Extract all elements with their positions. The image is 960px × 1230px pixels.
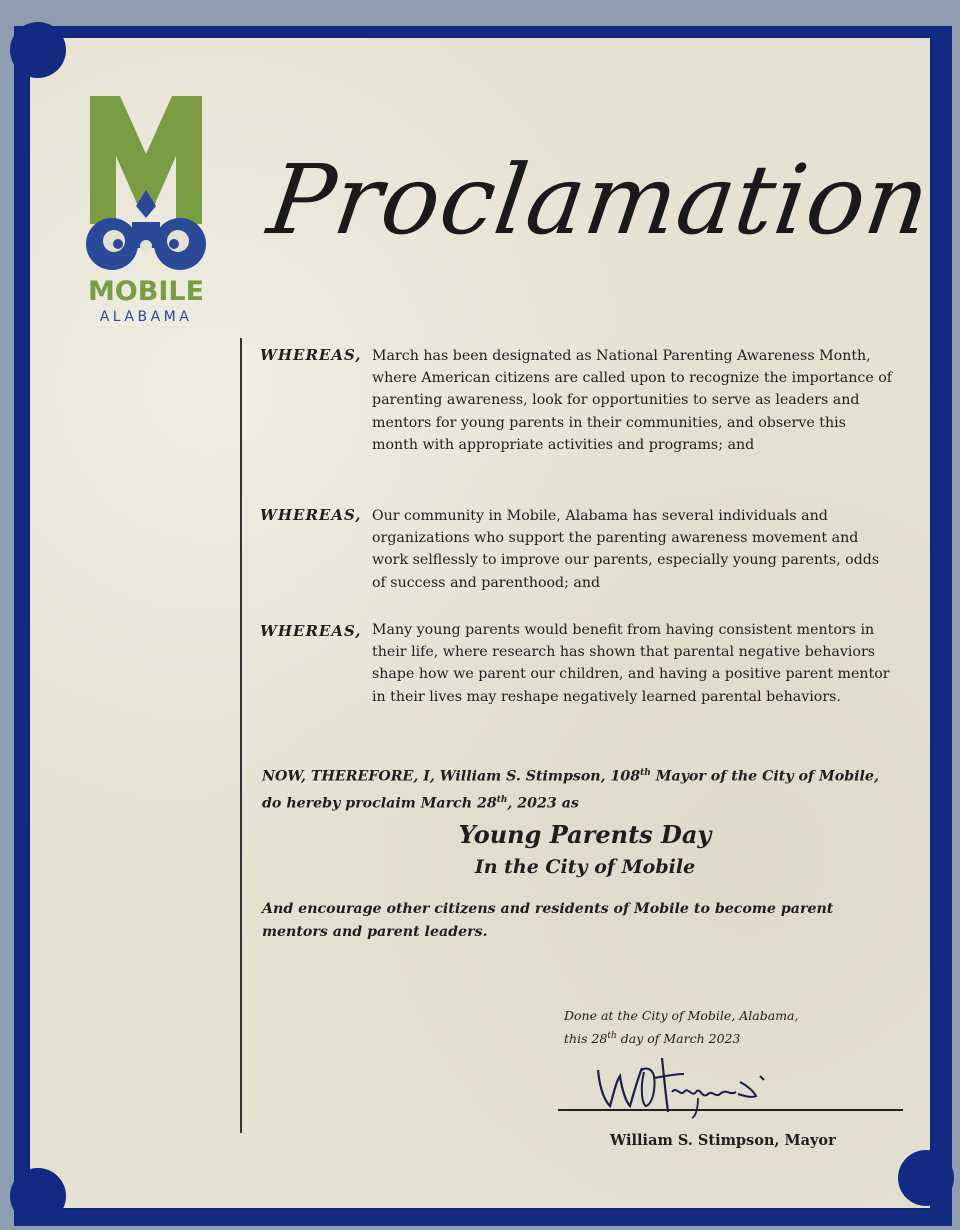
page-title: Proclamation <box>261 144 937 256</box>
proclaim-part: , 2023 as <box>507 795 579 812</box>
whereas-text: Many young parents would benefit from having consistent mentors in their life, where research has shown that parental negative behaviors shape how we parent our children, and having a positive parent mentor in their lives may reshape negatively learned parental behaviors. <box>372 622 890 705</box>
whereas-label: WHEREAS, <box>260 506 362 524</box>
signature-line <box>558 1109 903 1111</box>
encourage-paragraph: And encourage other citizens and residents of Mobile to become parent mentors and parent leaders. <box>262 901 834 940</box>
whereas-label: WHEREAS, <box>260 622 362 640</box>
logo-state: ALABAMA <box>99 309 193 325</box>
done-line-2 <box>564 1026 844 1049</box>
whereas-text: Our community in Mobile, Alabama has several individuals and organizations who support the parenting awareness movement and work selflessly to improve our parents, especially young parents, odds of success and parenthood; and <box>372 508 880 591</box>
proclaim-paragraph <box>262 762 882 815</box>
whereas-label: WHEREAS, <box>260 346 362 364</box>
done-line-2-post: day of March 2023 <box>616 1031 741 1047</box>
handwritten-signature <box>580 1052 780 1122</box>
ordinal-suffix: th <box>640 768 651 778</box>
ordinal-suffix: th <box>607 1031 617 1041</box>
whereas-text: March has been designated as National Parenting Awareness Month, where American citizens are called upon to recognize the importance of parenting awareness, look for opportunities to serve as leaders and mentors for young parents in their communities, and observe this month with appropriate activities and programs; and <box>372 348 893 453</box>
day-title: Young Parents Day <box>458 820 712 849</box>
corner-tab-top-left <box>10 22 66 78</box>
signatory-name: William S. Stimpson, Mayor <box>610 1132 836 1149</box>
ordinal-suffix: th <box>496 794 508 805</box>
margin-rule <box>240 338 242 1133</box>
done-line-1: Done at the City of Mobile, Alabama, <box>564 1008 799 1023</box>
done-line-2-pre: this 28 <box>564 1031 608 1047</box>
corner-tab-bottom-left <box>10 1168 66 1224</box>
logo-name: MOBILE <box>87 276 205 307</box>
proclaim-part: Mayor of the City of Mobile, do hereby proclaim March 28 <box>262 768 879 812</box>
corner-tab-bottom-right <box>898 1150 954 1206</box>
day-subtitle: In the City of Mobile <box>474 856 696 878</box>
done-at-block <box>564 1005 844 1049</box>
proclaim-part: NOW, THEREFORE, I, William S. Stimpson, 108 <box>262 768 641 785</box>
